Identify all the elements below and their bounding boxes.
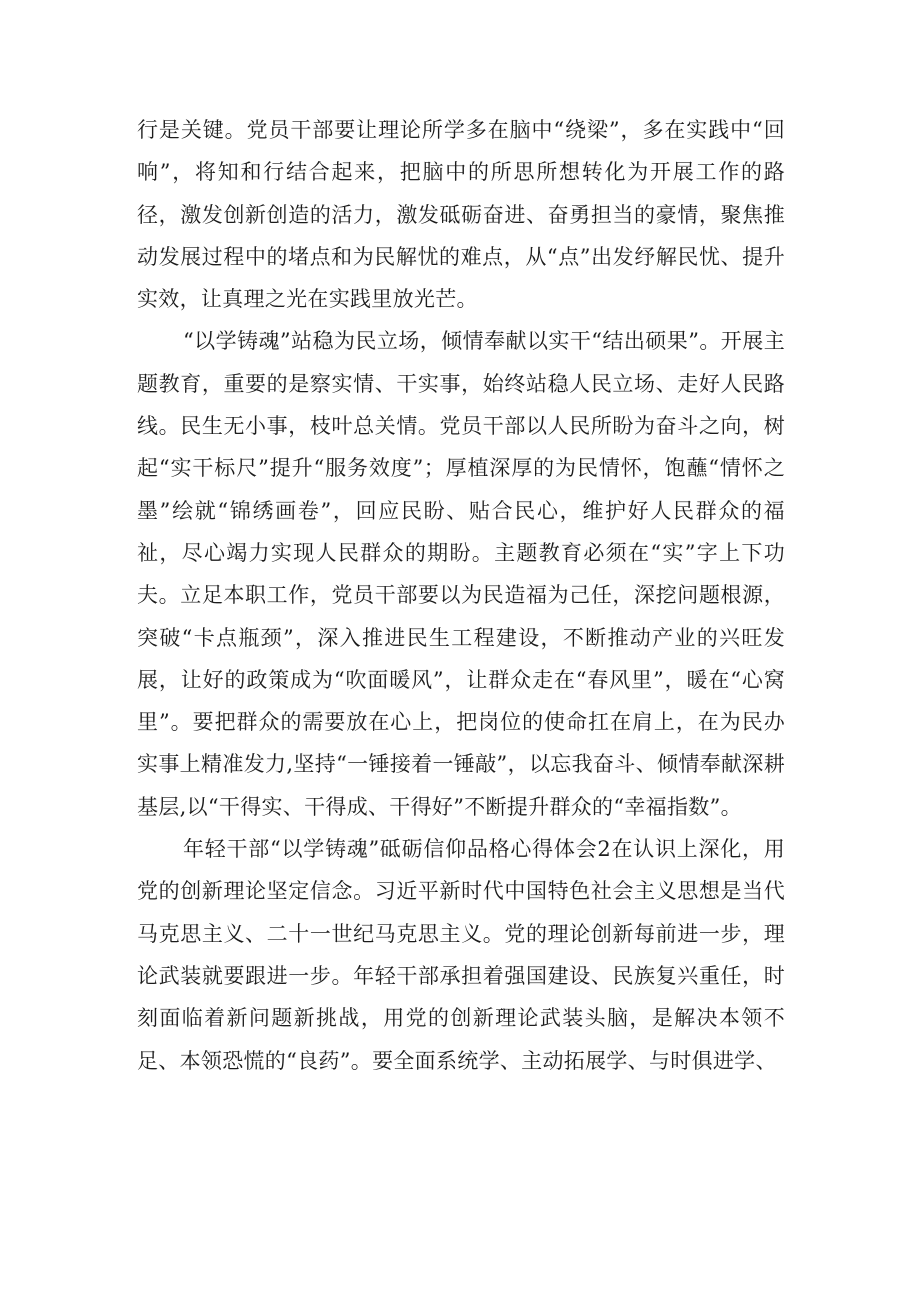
paragraph-1: 行是关键。党员干部要让理论所学多在脑中“绕梁”，多在实践中“回响”，将知和行结合起来，把脑中的所思所想转化为开展工作的路径，激发创新创造的活力，激发砥砺奋进、奋勇担当的豪情，聚焦推动发展过程中的堵点和为民解忧的难点，从“点”出发纾解民忧、提升实效，让真理之光在实践里放光芒。 (137, 118, 785, 312)
paragraph-2: “以学铸魂”站稳为民立场，倾情奉献以实干“结出硕果”。开展主题教育，重要的是察实情、干实事，始终站稳人民立场、走好人民路线。民生无小事，枝叶总关情。党员干部以人民所盼为奋斗之向，树起“实干标尺”提升“服务效度”；厚植深厚的为民情怀，饱蘸“情怀之墨”绘就“锦绣画卷”，回应民盼、贴合民心，维护好人民群众的福祉，尽心竭力实现人民群众的期盼。主题教育必须在“实”字上下功夫。立足本职工作，党员干部要以为民造福为己任，深挖问题根源，突破“卡点瓶颈”，深入推进民生工程建设，不断推动产业的兴旺发展，让好的政策成为“吹面暖风”，让群众走在“春风里”，暖在“心窝里”。要把群众的需要放在心上，把岗位的使命扛在肩上，在为民办实事上精准发力,坚持“一锤接着一锤敲”，以忘我奋斗、倾情奉献深耕基层,以“干得实、干得成、干得好”不断提升群众的“幸福指数”。 (137, 329, 785, 819)
paragraph-3: 年轻干部“以学铸魂”砥砺信仰品格心得体会2在认识上深化，用党的创新理论坚定信念。习近平新时代中国特色社会主义思想是当代马克思主义、二十一世纪马克思主义。党的理论创新每前进一步，理论武装就要跟进一步。年轻干部承担着强国建设、民族复兴重任，时刻面临着新问题新挑战，用党的创新理论武装头脑，是解决本领不足、本领恐慌的“良药”。要全面系统学、主动拓展学、与时俱进学、 (137, 837, 785, 1073)
document-body (137, 109, 785, 1082)
